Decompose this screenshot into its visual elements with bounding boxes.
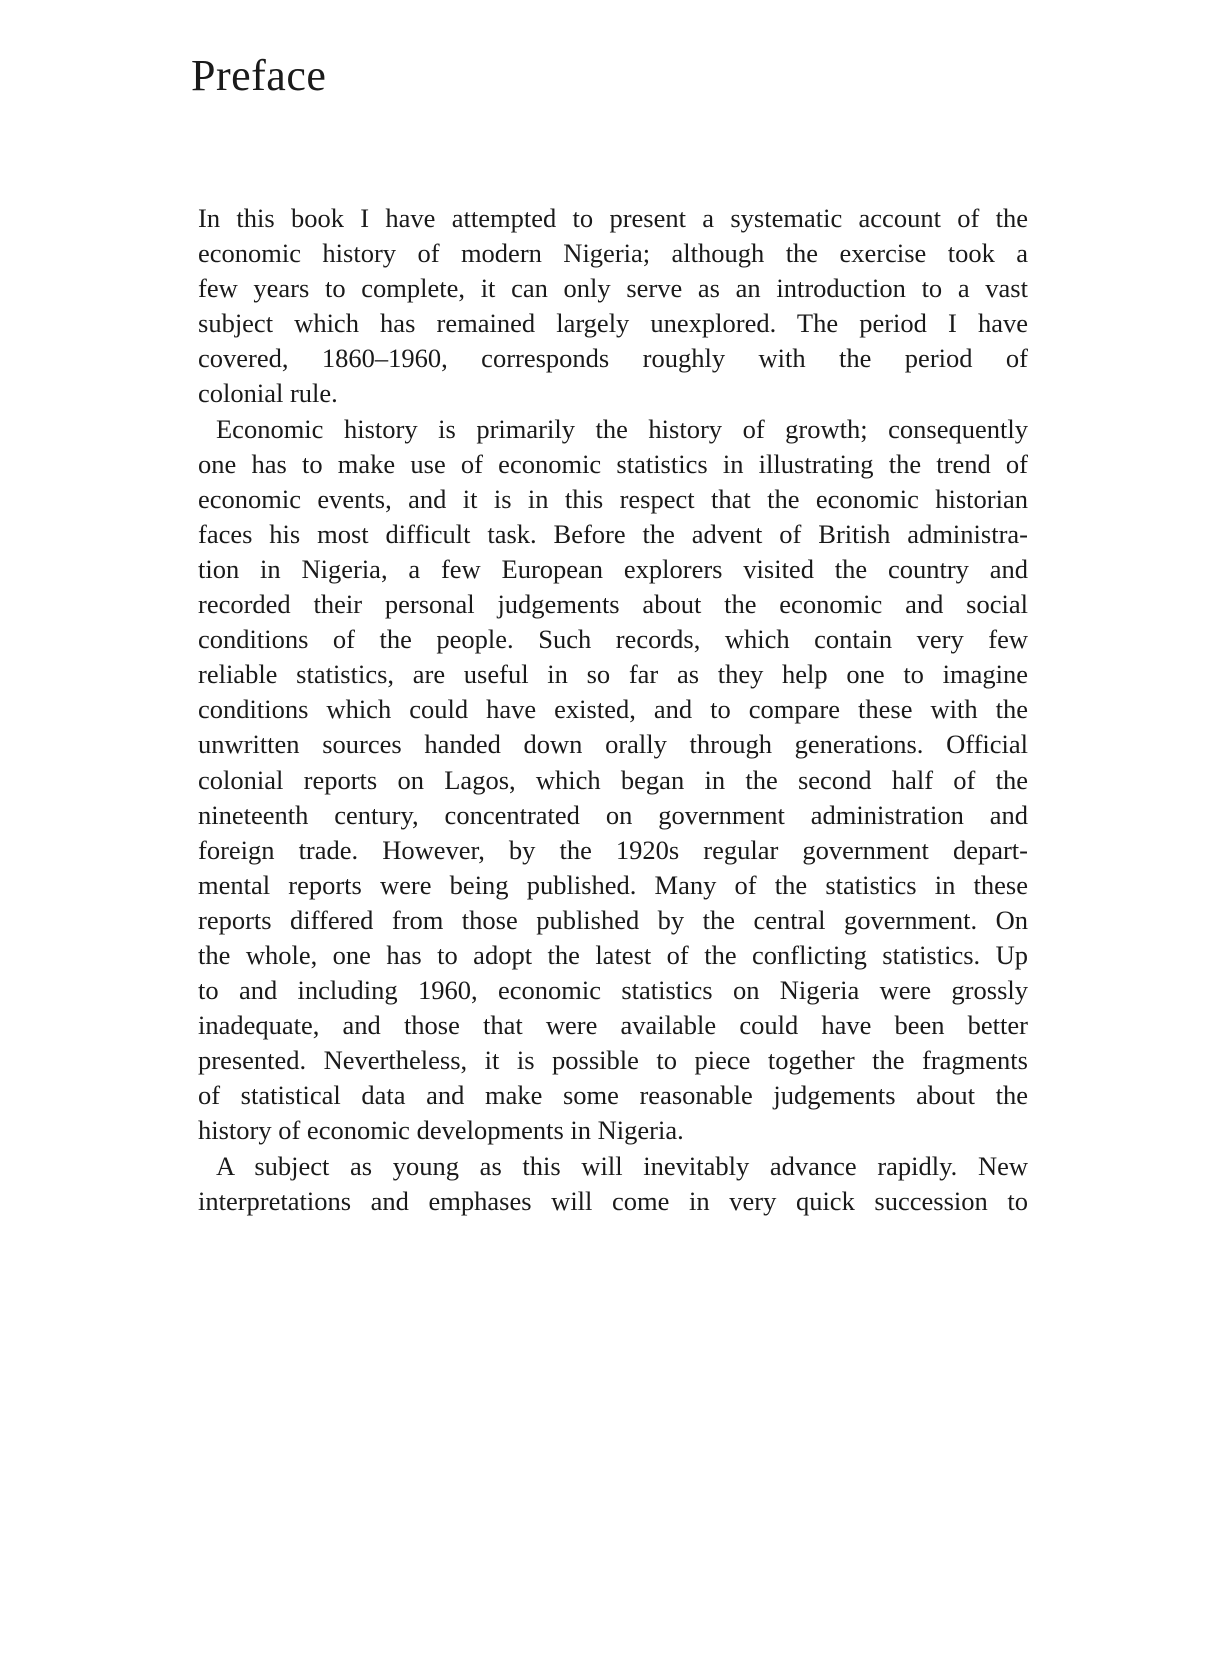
body-text (198, 201, 1028, 1219)
text-line: inadequate, and those that were available could have been better (198, 1010, 1028, 1041)
text-line: recorded their personal judgements about the economic and social (198, 589, 1028, 620)
text-line: to and including 1960, economic statistics on Nigeria were grossly (198, 975, 1028, 1006)
text-line: history of economic developments in Nigeria. (198, 1115, 684, 1146)
text-line: faces his most difficult task. Before the advent of British administra- (198, 518, 1028, 549)
text-line: foreign trade. However, by the 1920s regular government depart- (198, 834, 1028, 865)
text-line: of statistical data and make some reasonable judgements about the (198, 1080, 1028, 1111)
text-line: presented. Nevertheless, it is possible to piece together the fragments (198, 1045, 1028, 1076)
text-line: one has to make use of economic statistics in illustrating the trend of (198, 448, 1028, 479)
text-line: economic events, and it is in this respect that the economic historian (198, 483, 1028, 514)
text-line: colonial reports on Lagos, which began in the second half of the (198, 764, 1028, 795)
text-line: economic history of modern Nigeria; although the exercise took a (198, 238, 1028, 269)
text-line: nineteenth century, concentrated on government administration and (198, 799, 1028, 830)
page-title: Preface (191, 51, 327, 100)
text-line: subject which has remained largely unexplored. The period I have (198, 308, 1028, 339)
text-line: In this book I have attempted to present a systematic account of the (198, 203, 1028, 233)
text-line: mental reports were being published. Many of the statistics in these (198, 869, 1028, 900)
text-line: covered, 1860–1960, corresponds roughly with the period of (198, 343, 1028, 374)
text-line: reports differed from those published by the central government. On (198, 904, 1028, 935)
text-line: conditions of the people. Such records, which contain very few (198, 624, 1028, 655)
text-line: Economic history is primarily the history of growth; consequently (216, 413, 1028, 444)
text-line: conditions which could have existed, and to compare these with the (198, 694, 1028, 725)
text-line: reliable statistics, are useful in so far as they help one to imagine (198, 659, 1028, 690)
text-line: tion in Nigeria, a few European explorers visited the country and (198, 553, 1028, 584)
text-line: the whole, one has to adopt the latest of the conflicting statistics. Up (198, 939, 1028, 970)
text-line: A subject as young as this will inevitably advance rapidly. New (216, 1150, 1028, 1181)
text-line: interpretations and emphases will come in very quick succession to (198, 1185, 1028, 1216)
text-line: colonial rule. (198, 378, 338, 409)
text-line: unwritten sources handed down orally through generations. Official (198, 729, 1028, 760)
text-line: few years to complete, it can only serve as an introduction to a vast (198, 273, 1028, 304)
